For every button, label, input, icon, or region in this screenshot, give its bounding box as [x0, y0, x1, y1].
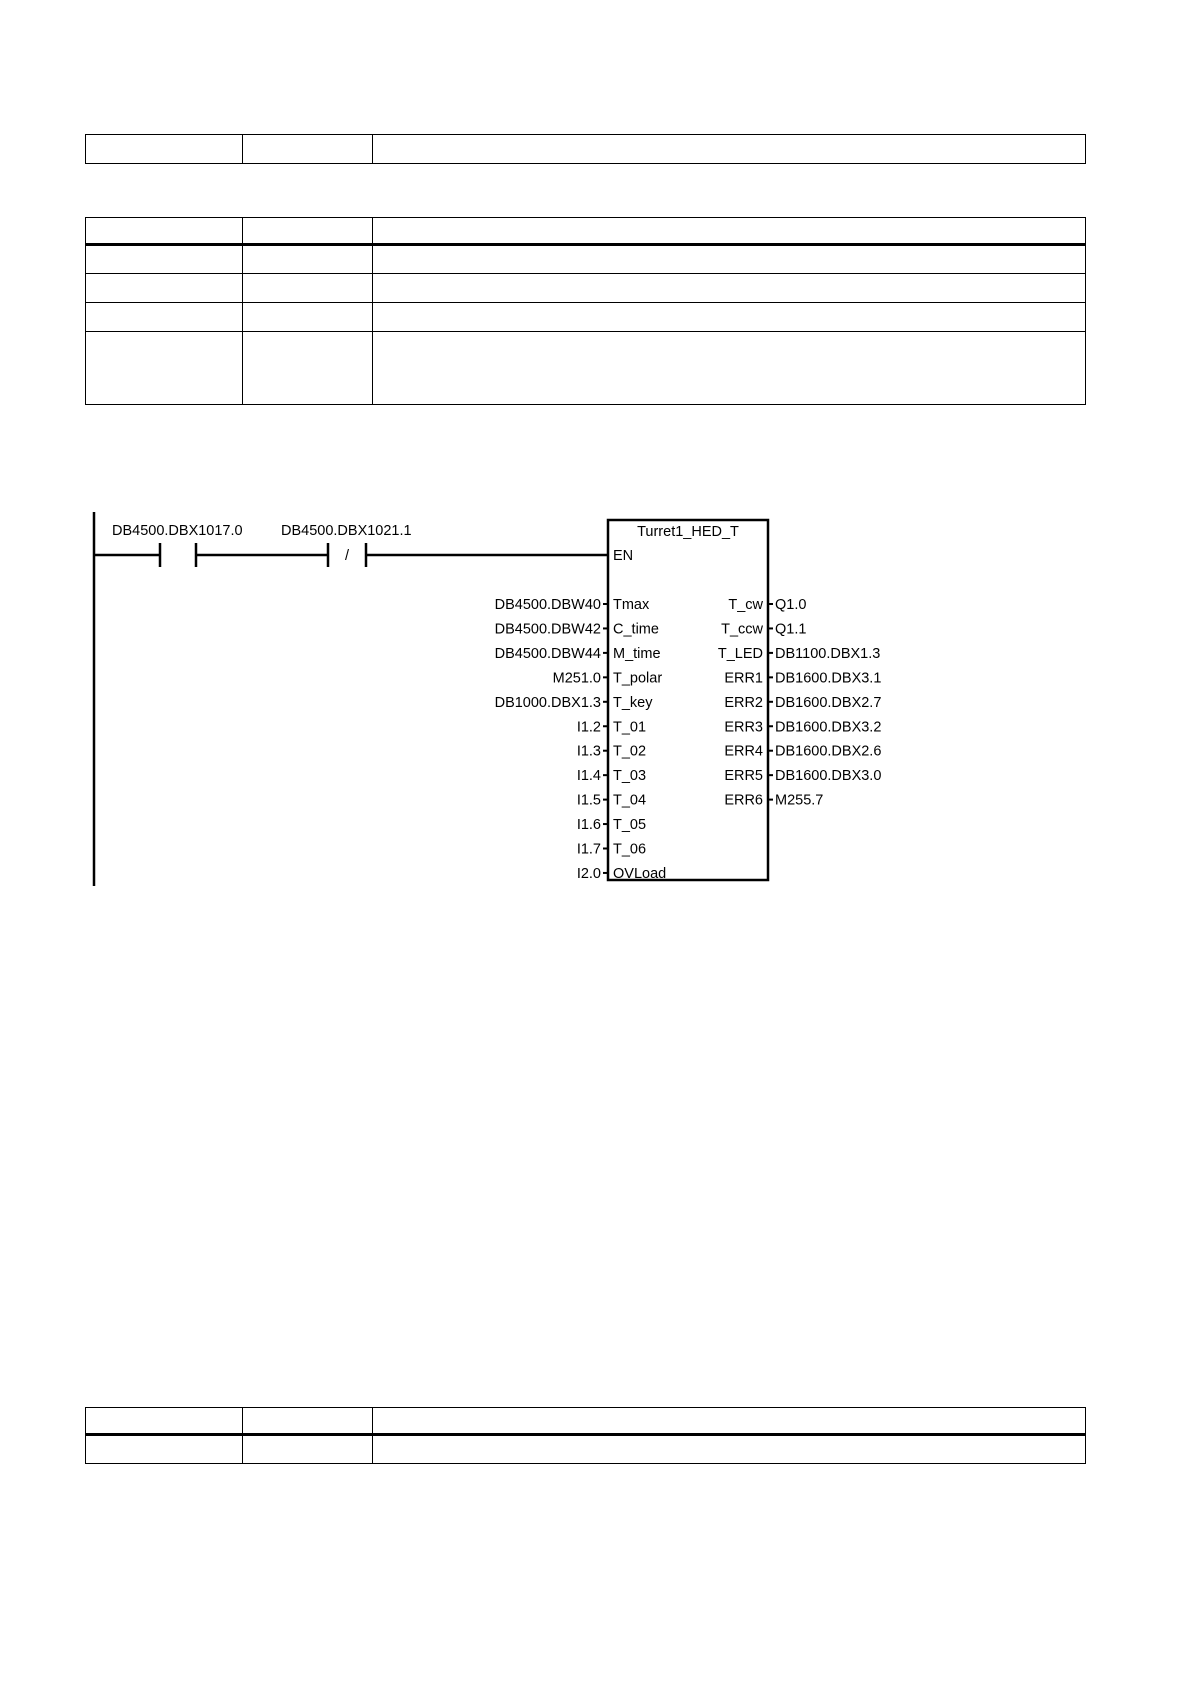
input-pin-name: OVLoad	[613, 865, 667, 882]
input-operand: I1.5	[576, 792, 601, 809]
input-operand: I1.2	[576, 719, 601, 736]
input-pin-name: M_time	[613, 645, 661, 662]
input-operand: DB4500.DBW44	[494, 645, 601, 662]
output-pin-name: ERR1	[724, 670, 763, 687]
output-pin-name: T_cw	[728, 597, 763, 613]
output-pin-name: ERR6	[724, 792, 763, 809]
input-operand: I1.4	[576, 768, 601, 785]
input-pin-name: T_key	[613, 694, 653, 711]
output-operand: M255.7	[775, 792, 824, 809]
output-operand: DB1600.DBX3.1	[775, 670, 882, 687]
block-title: Turret1_HED_T	[637, 524, 739, 540]
output-operand: Q1.0	[775, 597, 807, 613]
output-operand: DB1100.DBX1.3	[775, 645, 881, 662]
input-operand: DB4500.DBW40	[494, 597, 601, 613]
input-pin-name: T_04	[613, 792, 647, 809]
input-operand: I1.7	[576, 841, 601, 858]
input-pin-name: T_05	[613, 817, 647, 834]
input-pin-name: T_01	[613, 719, 647, 736]
input-pin-name: Tmax	[613, 597, 650, 613]
contact-2-address: DB4500.DBX1021.1	[281, 523, 412, 539]
output-operand: DB1600.DBX3.2	[775, 719, 882, 736]
input-pin-name: T_02	[613, 743, 647, 760]
contact-no	[160, 543, 196, 567]
output-pin-name: ERR2	[724, 694, 763, 711]
input-pin-name: C_time	[613, 621, 659, 638]
output-operand: Q1.1	[775, 621, 807, 638]
input-operand: I1.3	[576, 743, 601, 760]
input-operand: DB4500.DBW42	[494, 621, 601, 638]
contact-2-symbol: /	[344, 548, 350, 564]
input-pin-name: T_polar	[613, 670, 663, 687]
input-operand: I2.0	[576, 865, 601, 882]
output-pin-name: ERR5	[724, 768, 763, 785]
output-pin-name: ERR3	[724, 719, 763, 736]
output-pin-name: T_ccw	[721, 621, 763, 638]
input-pin-name: T_06	[613, 841, 647, 858]
enable-pin: EN	[613, 548, 634, 564]
output-pin-name: ERR4	[724, 743, 763, 760]
output-pin-name: T_LED	[717, 645, 763, 662]
input-operand: I1.6	[576, 817, 601, 834]
output-operand: DB1600.DBX3.0	[775, 768, 882, 785]
input-pin-name: T_03	[613, 768, 647, 785]
input-operand: M251.0	[552, 670, 601, 687]
output-operand: DB1600.DBX2.6	[775, 743, 882, 760]
input-operand: DB1000.DBX1.3	[494, 694, 601, 711]
contact-1-address: DB4500.DBX1017.0	[112, 523, 243, 539]
output-operand: DB1600.DBX2.7	[775, 694, 882, 711]
